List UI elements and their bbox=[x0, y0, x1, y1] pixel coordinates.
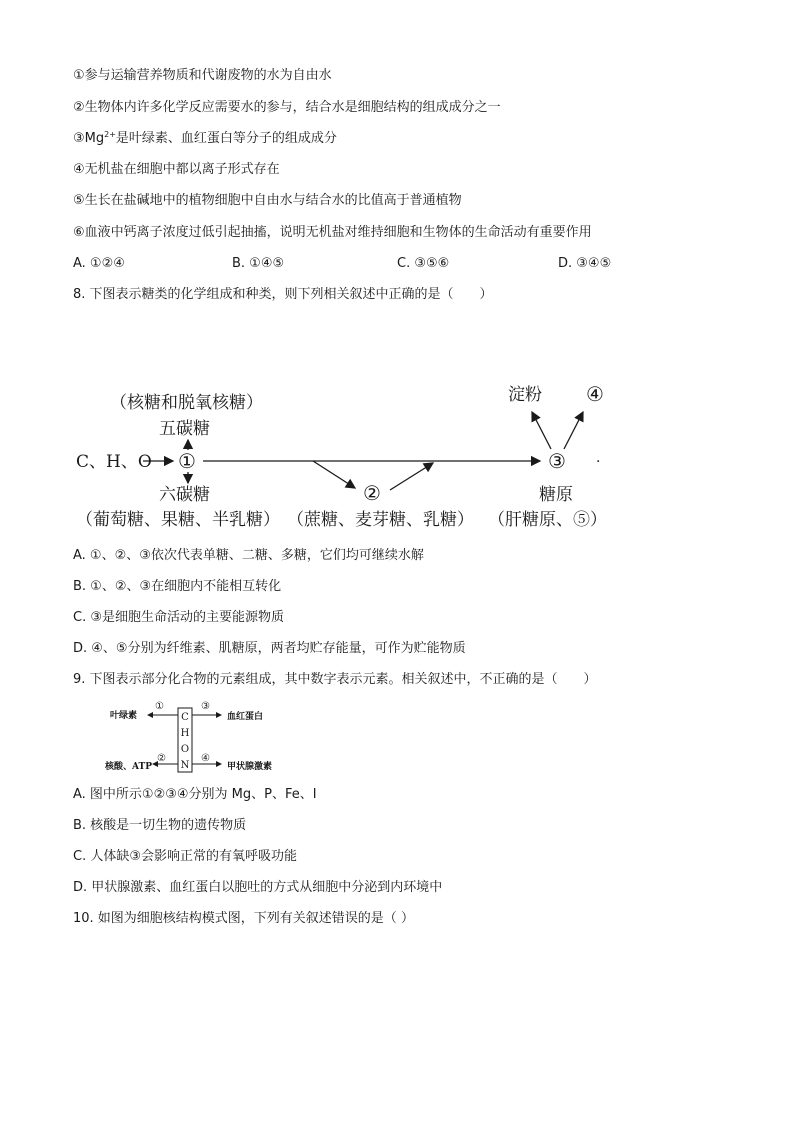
node-1: ① bbox=[178, 449, 196, 473]
num-3: ③ bbox=[201, 701, 210, 712]
six-carbon-label: 六碳糖 bbox=[159, 485, 210, 505]
num-2: ② bbox=[157, 753, 166, 764]
element-o: O bbox=[180, 744, 190, 755]
starch-label: 淀粉 bbox=[508, 385, 542, 405]
q9-option-b: B. 核酸是一切生物的遗传物质 bbox=[73, 818, 247, 833]
arrow-3-to-4 bbox=[564, 412, 583, 449]
element-c: C bbox=[181, 712, 189, 723]
glycogen-label: 糖原 bbox=[539, 485, 573, 505]
statement-3-superscript: 2+ bbox=[104, 130, 116, 139]
cho-label: C、H、O bbox=[76, 452, 152, 472]
statement-3-lead: ③Mg bbox=[73, 131, 105, 146]
element-diagram bbox=[105, 698, 295, 778]
statement-3 bbox=[73, 131, 337, 147]
q7-option-c: C. ③⑤⑥ bbox=[397, 256, 450, 271]
q9-option-a: A. 图中所示①②③④分别为 Mg、P、Fe、I bbox=[73, 787, 317, 802]
statement-2: ②生物体内许多化学反应需要水的参与，结合水是细胞结构的组成成分之一 bbox=[73, 100, 501, 115]
disaccharide-examples: （蔗糖、麦芽糖、乳糖） bbox=[287, 510, 474, 530]
chlorophyll-label: 叶绿素 bbox=[110, 711, 138, 721]
thyroxine-label: 甲状腺激素 bbox=[227, 762, 273, 772]
q7-option-b: B. ①④⑤ bbox=[232, 256, 285, 271]
stray-dot: · bbox=[596, 454, 601, 470]
q8-option-d: D. ④、⑤分别为纤维素、肌糖原，两者均贮存能量，可作为贮能物质 bbox=[73, 641, 466, 656]
q9-stem: 9. 下图表示部分化合物的元素组成，其中数字表示元素。相关叙述中，不正确的是（ ） bbox=[73, 672, 597, 687]
arrow-to-2 bbox=[313, 461, 355, 488]
statement-6: ⑥血液中钙离子浓度过低引起抽搐，说明无机盐对维持细胞和生物体的生命活动有重要作用 bbox=[73, 225, 592, 240]
sugar-diagram bbox=[70, 372, 630, 537]
q8-option-b: B. ①、②、③在细胞内不能相互转化 bbox=[73, 579, 282, 594]
q9-option-d: D. 甲状腺激素、血红蛋白以胞吐的方式从细胞中分泌到内环境中 bbox=[73, 880, 443, 895]
num-4: ④ bbox=[201, 753, 210, 764]
arrow-2-to-3 bbox=[390, 463, 433, 490]
q10-stem: 10. 如图为细胞核结构模式图，下列有关叙述错误的是（ ） bbox=[73, 911, 414, 926]
six-carbon-examples: （葡萄糖、果糖、半乳糖） bbox=[76, 510, 280, 530]
q8-option-c: C. ③是细胞生命活动的主要能源物质 bbox=[73, 610, 284, 625]
statement-5: ⑤生长在盐碱地中的植物细胞中自由水与结合水的比值高于普通植物 bbox=[73, 193, 462, 208]
node-3: ③ bbox=[548, 449, 566, 473]
five-carbon-examples: （核糖和脱氧核糖） bbox=[110, 393, 263, 413]
hemoglobin-label: 血红蛋白 bbox=[227, 712, 264, 722]
nucleic-acid-label: 核酸、ATP bbox=[105, 762, 152, 772]
element-n: N bbox=[180, 760, 190, 771]
q8-option-a: A. ①、②、③依次代表单糖、二糖、多糖，它们均可继续水解 bbox=[73, 548, 424, 563]
glycogen-examples: （肝糖原、⑤） bbox=[488, 510, 607, 530]
arrow-3-to-starch bbox=[532, 412, 551, 449]
q7-option-a: A. ①②④ bbox=[73, 256, 125, 271]
num-1: ① bbox=[155, 701, 164, 712]
q9-option-c: C. 人体缺③会影响正常的有氧呼吸功能 bbox=[73, 849, 297, 864]
statement-3-rest: 是叶绿素、血红蛋白等分子的组成成分 bbox=[115, 131, 337, 146]
node-4: ④ bbox=[586, 382, 604, 406]
element-h: H bbox=[180, 728, 190, 739]
node-2: ② bbox=[363, 481, 381, 505]
statement-1: ①参与运输营养物质和代谢废物的水为自由水 bbox=[73, 68, 332, 83]
q7-option-d: D. ③④⑤ bbox=[558, 256, 612, 271]
five-carbon-label: 五碳糖 bbox=[159, 419, 210, 439]
q8-stem: 8. 下图表示糖类的化学组成和种类，则下列相关叙述中正确的是（ ） bbox=[73, 287, 493, 302]
statement-4: ④无机盐在细胞中都以离子形式存在 bbox=[73, 162, 280, 177]
